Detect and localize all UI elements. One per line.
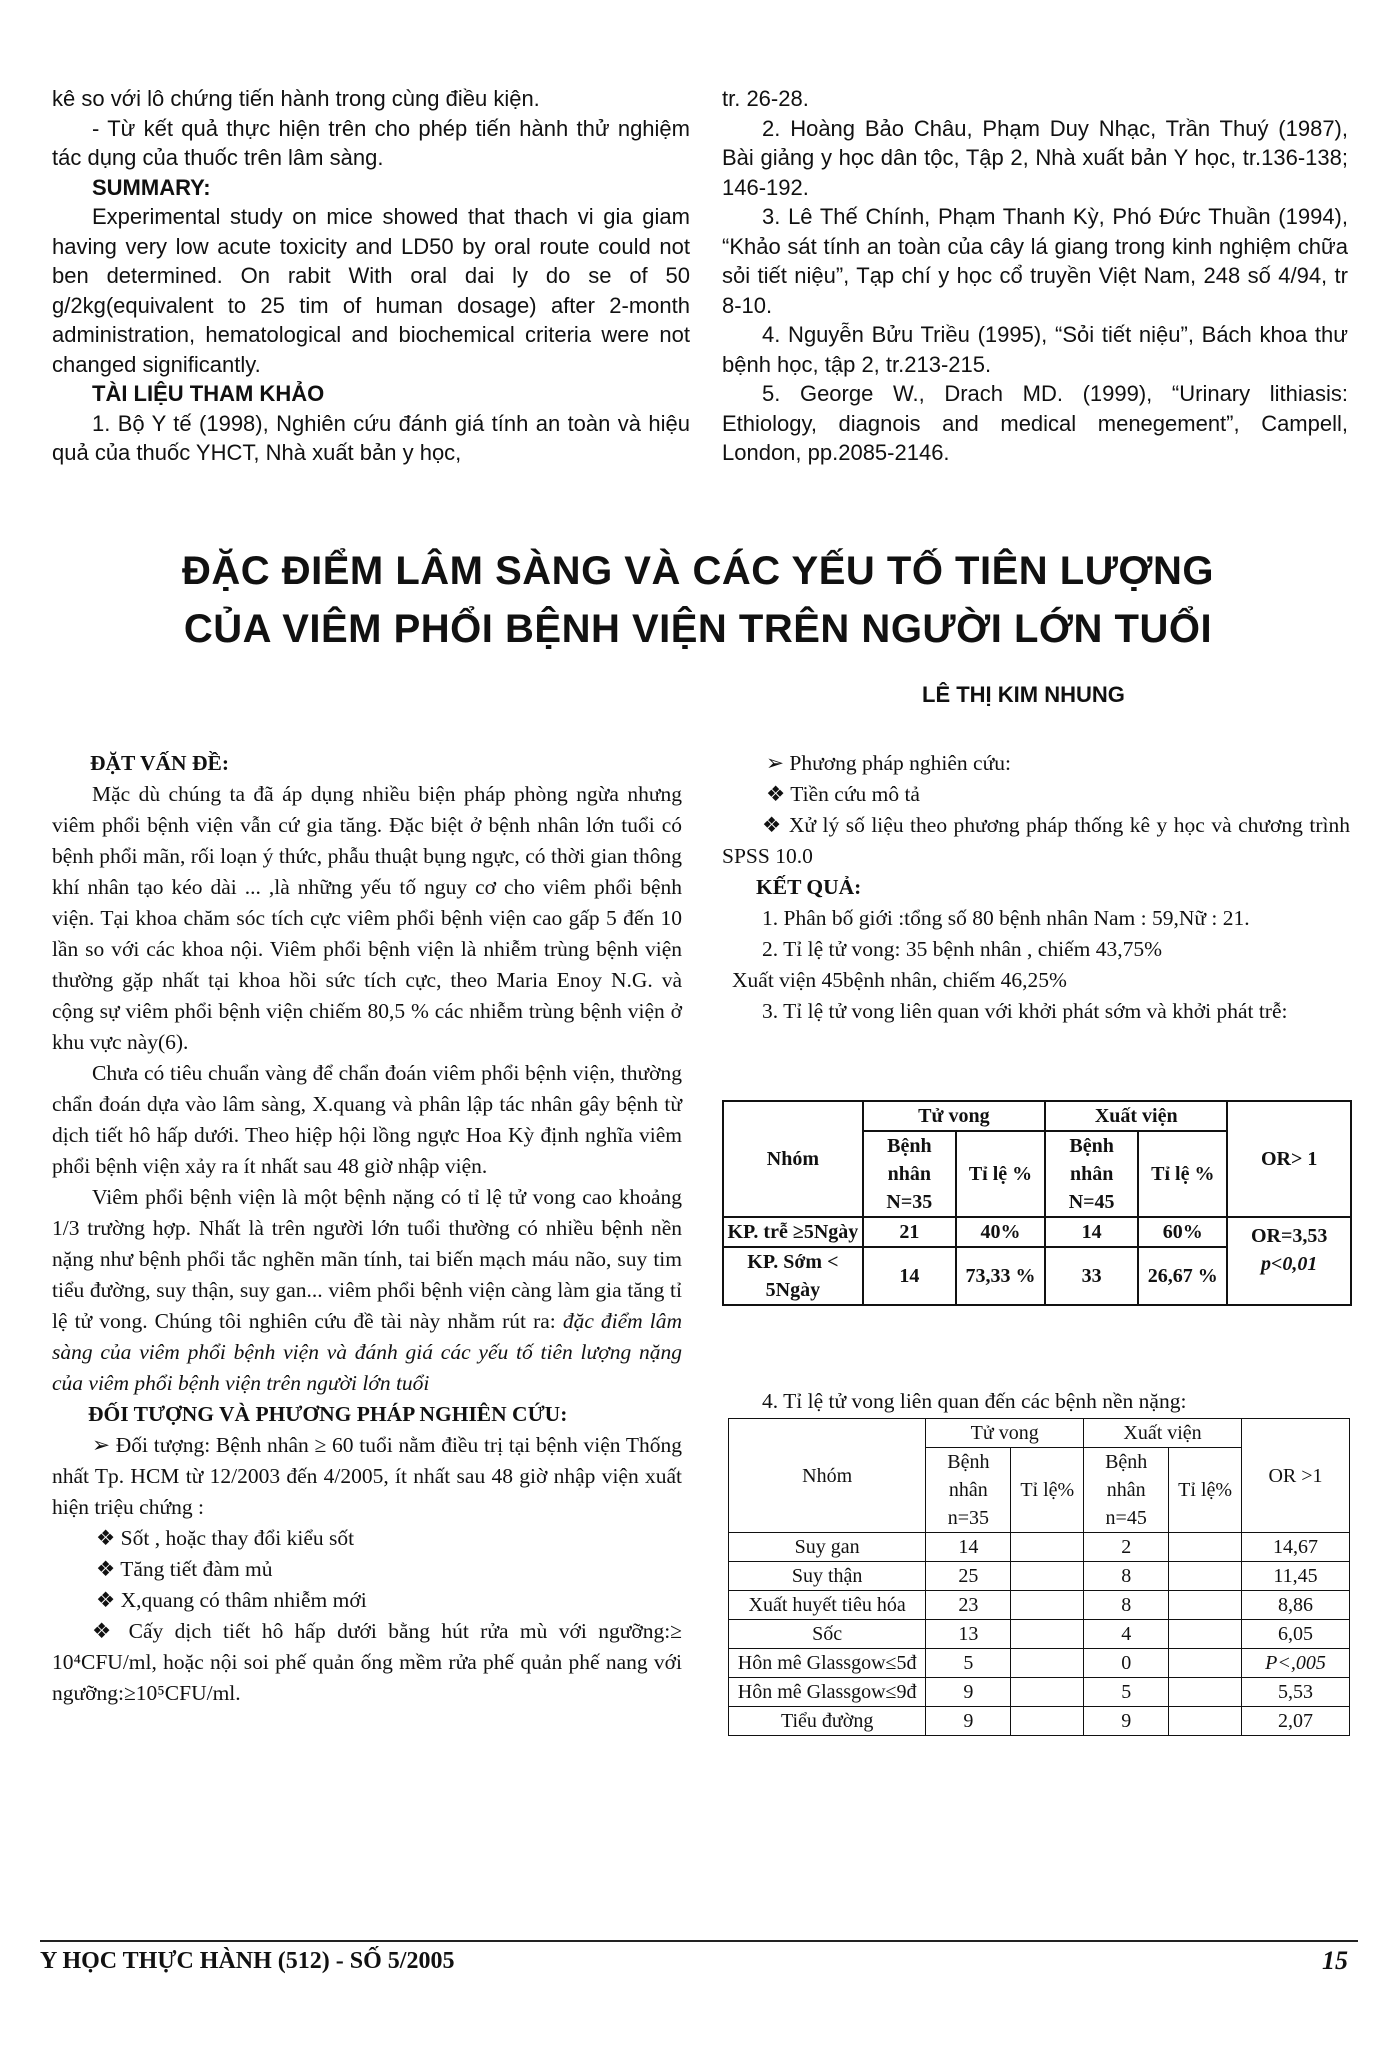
table2-caption-block [722, 1386, 1350, 1417]
table-cell: 11,45 [1241, 1562, 1349, 1591]
table-cell: 9 [926, 1678, 1011, 1707]
table-header: Xuất viện [1084, 1419, 1242, 1448]
p-value: p<0,01 [1260, 1253, 1318, 1275]
table-header: Bệnh nhân N=45 [1045, 1131, 1138, 1217]
table-row [729, 1620, 1350, 1649]
table-cell: Tiểu đường [729, 1707, 926, 1736]
table-header: Tỉ lệ% [1169, 1448, 1242, 1533]
table-header: Bệnh nhân n=45 [1084, 1448, 1169, 1533]
table-cell [1169, 1533, 1242, 1562]
top-right-column [722, 84, 1348, 468]
table-cell: 5,53 [1241, 1678, 1349, 1707]
study-objective: đặc điểm lâm sàng của viêm phổi bệnh viện và đánh giá các yếu tố tiên lượng nặng của viêm phổi bệnh viện trên người lớn tuổi [52, 1309, 683, 1395]
table-cell [1011, 1562, 1084, 1591]
reference-continuation: tr. 26-28. [722, 86, 809, 111]
footer-rule [40, 1940, 1358, 1942]
table-header: Tỉ lệ% [1011, 1448, 1084, 1533]
table-cell [1011, 1591, 1084, 1620]
table-header: Tử vong [863, 1101, 1045, 1131]
table-cell [1169, 1678, 1242, 1707]
table-row [723, 1217, 1351, 1247]
table-row [729, 1591, 1350, 1620]
table-cell: 2 [1084, 1533, 1169, 1562]
summary-text: Experimental study on mice showed that thach vi gia giam having very low acute toxicity and LD50 by oral route could not ben determined. On rabit With oral dai ly do se of 50 g/2kg(equivalent to 25 tim of human dosage) after 2-month administration, hematological and biochemical criteria were not changed significantly. [52, 204, 690, 377]
section-heading-results: KẾT QUẢ: [756, 875, 862, 899]
table-cell: 8 [1084, 1562, 1169, 1591]
section-heading-methods: ĐỐI TƯỢNG VÀ PHƯƠNG PHÁP NGHIÊN CỨU: [88, 1402, 568, 1426]
table-row [729, 1707, 1350, 1736]
intro-paragraph-3 [52, 1182, 682, 1399]
table-cell: 2,07 [1241, 1707, 1349, 1736]
table-cell: 25 [926, 1562, 1011, 1591]
comorbidity-mortality-table [728, 1418, 1350, 1736]
references-heading: TÀI LIỆU THAM KHẢO [92, 381, 325, 406]
table-header: Xuất viện [1045, 1101, 1227, 1131]
table-cell: 9 [1084, 1707, 1169, 1736]
page-number: 15 [1322, 1946, 1348, 1975]
table-cell [1169, 1562, 1242, 1591]
table-cell: Sốc [729, 1620, 926, 1649]
table-header: Nhóm [729, 1419, 926, 1533]
table-row [729, 1562, 1350, 1591]
table-cell: Xuất huyết tiêu hóa [729, 1591, 926, 1620]
conclusion-line: kê so với lô chứng tiến hành trong cùng điều kiện. [52, 86, 540, 111]
table-header: Bệnh nhân n=35 [926, 1448, 1011, 1533]
intro-paragraph-1: Mặc dù chúng ta đã áp dụng nhiều biện pháp phòng ngừa nhưng viêm phổi bệnh viện vẫn cứ gia tăng. Đặc biệt ở bệnh nhân lớn tuổi có bệnh phổi mãn, rối loạn ý thức, phẫu thuật bụng ngực, có thời gian thông khí nhân tạo kéo dài ... ,là những yếu tố nguy cơ cho viêm phổi bệnh viện. Tại khoa chăm sóc tích cực viêm phổi bệnh viện cao gấp 5 đến 10 lần so với các khoa nội. Viêm phổi bệnh viện là nhiễm trùng bệnh viện thường gặp nhất tại khoa hồi sức tích cực, theo Maria Enoy N.G. và cộng sự viêm phổi bệnh viện chiếm 80,5 % các nhiễm trùng bệnh viện ở khu vực này(6). [52, 782, 682, 1054]
table-cell: 14 [863, 1247, 956, 1305]
table-cell [1011, 1649, 1084, 1678]
table-header: Tỉ lệ % [1138, 1131, 1227, 1217]
table-cell: Suy gan [729, 1533, 926, 1562]
table-cell: 8,86 [1241, 1591, 1349, 1620]
table-cell: 23 [926, 1591, 1011, 1620]
criteria-item: ❖ Sốt , hoặc thay đổi kiểu sốt [96, 1526, 355, 1550]
table-cell: 5 [926, 1649, 1011, 1678]
table-cell [1169, 1707, 1242, 1736]
table-cell: 26,67 % [1138, 1247, 1227, 1305]
intro-paragraph-3-text: Viêm phổi bệnh viện là một bệnh nặng có tỉ lệ tử vong cao khoảng 1/3 trường hợp. Nhất là trên người lớn tuổi thường có nhiều bệnh nền nặng như bệnh phổi tắc nghẽn mãn tính, tai biến mạch máu não, suy tim tiểu đường, suy thận, suy gan... viêm phổi bệnh viện càng làm gia tăng tỉ lệ tử vong. Chúng tôi nghiên cứu đề tài này nhằm rút ra: [52, 1185, 682, 1333]
table-cell: 9 [926, 1707, 1011, 1736]
top-left-column [52, 84, 690, 468]
reference-item: 4. Nguyễn Bửu Triều (1995), “Sỏi tiết niệu”, Bách khoa thư bệnh học, tập 2, tr.213-215. [722, 322, 1348, 377]
table-cell: 73,33 % [956, 1247, 1045, 1305]
journal-footer: Y HỌC THỰC HÀNH (512) - SỐ 5/2005 [40, 1948, 455, 1974]
methods-item: ➢ Phương pháp nghiên cứu: [766, 751, 1011, 775]
result-item: 2. Tỉ lệ tử vong: 35 bệnh nhân , chiếm 43,75% [762, 937, 1162, 961]
subjects-paragraph: ➢ Đối tượng: Bệnh nhân ≥ 60 tuổi nằm điều trị tại bệnh viện Thống nhất Tp. HCM từ 12/2003 đến 4/2005, ít nhất sau 48 giờ nhập viện xuất hiện triệu chứng : [52, 1433, 682, 1519]
table-cell: P<,005 [1241, 1649, 1349, 1678]
table-cell: 13 [926, 1620, 1011, 1649]
table-cell: 21 [863, 1217, 956, 1247]
table-header: OR> 1 [1227, 1101, 1351, 1217]
table-cell: Hôn mê Glassgow≤5đ [729, 1649, 926, 1678]
table-cell: 40% [956, 1217, 1045, 1247]
odds-ratio-cell [1227, 1217, 1351, 1305]
criteria-item: ❖ Cấy dịch tiết hô hấp dưới bằng hút rửa mù với ngưỡng:≥ 10⁴CFU/ml, hoặc nội soi phế quản ống mềm rửa phế quản phế nang với ngưỡng:≥10⁵CFU/ml. [52, 1619, 682, 1705]
table-cell: 8 [1084, 1591, 1169, 1620]
table-row [729, 1649, 1350, 1678]
table-row [729, 1678, 1350, 1707]
article-title-line-1: ĐẶC ĐIỂM LÂM SÀNG VÀ CÁC YẾU TỐ TIÊN LƯỢNG [181, 549, 1215, 593]
criteria-item: ❖ Tăng tiết đàm mủ [96, 1557, 273, 1581]
table-cell [1169, 1620, 1242, 1649]
table-cell: 0 [1084, 1649, 1169, 1678]
reference-item: 3. Lê Thế Chính, Phạm Thanh Kỳ, Phó Đức Thuần (1994), “Khảo sát tính an toàn của cây lá giang trong kinh nghiệm chữa sỏi tiết niệu”, Tạp chí y học cổ truyền Việt Nam, 248 số 4/94, tr 8-10. [722, 204, 1348, 318]
table-header: Tỉ lệ % [956, 1131, 1045, 1217]
article-author: LÊ THỊ KIM NHUNG [922, 682, 1125, 707]
table-header: OR >1 [1241, 1419, 1349, 1533]
table-cell: 6,05 [1241, 1620, 1349, 1649]
result-item: Xuất viện 45bệnh nhân, chiếm 46,25% [732, 968, 1067, 992]
table-header: Nhóm [723, 1101, 863, 1217]
reference-item: 5. George W., Drach MD. (1999), “Urinary lithiasis: Ethiology, diagnois and medical menegement”, Campell, London, pp.2085-2146. [722, 381, 1348, 465]
methods-item: ❖ Tiền cứu mô tả [766, 782, 920, 806]
table-cell: 14,67 [1241, 1533, 1349, 1562]
odds-ratio-value: OR=3,53 [1250, 1225, 1328, 1247]
table-cell: 4 [1084, 1620, 1169, 1649]
onset-mortality-table [722, 1100, 1352, 1306]
article-right-column [722, 748, 1350, 1027]
table-cell: 5 [1084, 1678, 1169, 1707]
criteria-item: ❖ X,quang có thâm nhiễm mới [96, 1588, 367, 1612]
table-cell [1169, 1649, 1242, 1678]
intro-paragraph-2: Chưa có tiêu chuẩn vàng để chẩn đoán viêm phổi bệnh viện, thường chẩn đoán dựa vào lâm sàng, X.quang và phân lập tác nhân gây bệnh từ dịch tiết hô hấp dưới. Theo hiệp hội lồng ngực Hoa Kỳ định nghĩa viêm phổi bệnh viện xảy ra ít nhất sau 48 giờ nhập viện. [52, 1061, 682, 1178]
table-header: Tử vong [926, 1419, 1084, 1448]
summary-heading: SUMMARY: [92, 174, 211, 200]
reference-item: 1. Bộ Y tế (1998), Nghiên cứu đánh giá tính an toàn và hiệu quả của thuốc YHCT, Nhà xuất bản y học, [52, 410, 690, 465]
conclusion-point: - Từ kết quả thực hiện trên cho phép tiến hành thử nghiệm tác dụng của thuốc trên lâm sàng. [52, 115, 690, 170]
table-cell: 14 [926, 1533, 1011, 1562]
table-cell: Hôn mê Glassgow≤9đ [729, 1678, 926, 1707]
table-cell [1011, 1533, 1084, 1562]
article-title-line-2: CỦA VIÊM PHỔI BỆNH VIỆN TRÊN NGƯỜI LỚN TUỔI [183, 607, 1213, 651]
section-heading-intro: ĐẶT VẤN ĐỀ: [90, 751, 229, 775]
table-cell: 60% [1138, 1217, 1227, 1247]
methods-item: ❖ Xử lý số liệu theo phương pháp thống kê y học và chương trình SPSS 10.0 [722, 813, 1350, 868]
table-cell: 33 [1045, 1247, 1138, 1305]
table-cell: KP. trễ ≥5Ngày [723, 1217, 863, 1247]
table-header: Bệnh nhân N=35 [863, 1131, 956, 1217]
result-item: 4. Tỉ lệ tử vong liên quan đến các bệnh nền nặng: [762, 1389, 1187, 1413]
article-left-column [52, 748, 682, 1709]
result-item: 1. Phân bố giới :tổng số 80 bệnh nhân Nam : 59,Nữ : 21. [762, 906, 1250, 930]
table-cell: Suy thận [729, 1562, 926, 1591]
table-row [729, 1533, 1350, 1562]
reference-item: 2. Hoàng Bảo Châu, Phạm Duy Nhạc, Trần Thuý (1987), Bài giảng y học dân tộc, Tập 2, Nhà xuất bản Y học, tr.136-138; 146-192. [722, 115, 1348, 200]
table-cell [1011, 1707, 1084, 1736]
result-item: 3. Tỉ lệ tử vong liên quan với khởi phát sớm và khởi phát trễ: [762, 999, 1288, 1023]
table-cell [1169, 1591, 1242, 1620]
table-cell [1011, 1678, 1084, 1707]
table-cell: 14 [1045, 1217, 1138, 1247]
table-cell: KP. Sớm < 5Ngày [723, 1247, 863, 1305]
table-cell [1011, 1620, 1084, 1649]
